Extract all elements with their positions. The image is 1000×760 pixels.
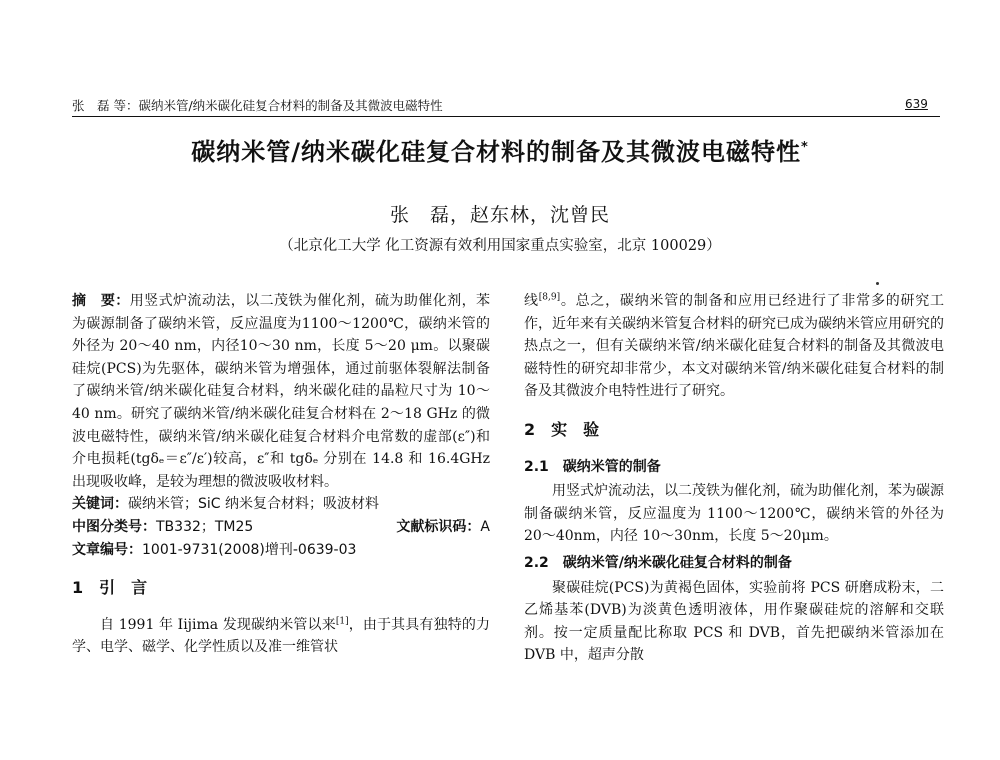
article-number (72, 539, 490, 562)
affiliation: （北京化工大学 化工资源有效利用国家重点实验室，北京 100029） (279, 238, 721, 254)
intro-continuation (524, 290, 944, 403)
subsection-2-1-text: 用竖式炉流动法，以二茂铁为催化剂，硫为助催化剂，苯为碳源制备碳纳米管，反应温度为 1100～1200℃，碳纳米管的外径为 20～40nm，内径 10～30nm，长度 5～20μm。 (524, 483, 944, 545)
section-1-text-a: 自 1991 年 Iijima 发现碳纳米管以来 (100, 616, 336, 633)
clc-code: TB332；TM25 (156, 518, 254, 535)
header-rule (72, 116, 940, 117)
subsection-2-2-text: 聚碳硅烷(PCS)为黄褐色固体，实验前将 PCS 研磨成粉末，二乙烯基苯(DVB)为淡黄色透明液体，用作聚碳硅烷的溶解和交联剂。按一定质量配比称取 PCS 和 DVB，首先把碳纳米管添加在 DVB 中，超声分散 (524, 579, 944, 664)
abstract-label: 摘 要： (72, 293, 130, 309)
doc-code-label: 文献标识码： (396, 518, 481, 535)
title-footnote-mark: * (800, 140, 809, 155)
intro-cont-b: 。总之，碳纳米管的制备和应用已经进行了非常多的研究工作，近年来有关碳纳米管复合材料的研究已成为碳纳米管应用研究的热点之一，但有关碳纳米管/纳米碳化硅复合材料的制备及其微波电磁特性的研究却非常少，本文对碳纳米管/纳米碳化硅复合材料的制备及其微波介电特性进行了研究。 (524, 293, 944, 400)
stray-dot (876, 282, 879, 285)
classification-line (72, 516, 490, 539)
intro-cont-a: 线 (524, 293, 539, 309)
section-1-text-b: ，由于其具有独特的力学、电学、磁学、化学性质以及准一维管状 (72, 616, 490, 656)
abstract (72, 290, 490, 493)
keywords (72, 493, 490, 516)
subsection-2-1-heading: 2.1 碳纳米管的制备 (524, 458, 661, 475)
citation-8-9: [8,9] (538, 292, 561, 303)
paper-title (0, 132, 1000, 167)
subsection-2-2-heading: 2.2 碳纳米管/纳米碳化硅复合材料的制备 (524, 554, 792, 571)
section-1-paragraph (72, 614, 490, 659)
article-number-value: 1001-9731(2008)增刊-0639-03 (142, 541, 357, 558)
running-head: 张 磊 等：碳纳米管/纳米碳化硅复合材料的制备及其微波电磁特性 (72, 98, 443, 113)
left-column (72, 290, 490, 659)
citation-1: [1] (335, 616, 349, 627)
page-number: 639 (905, 97, 928, 111)
keywords-text: 碳纳米管；SiC 纳米复合材料；吸波材料 (128, 496, 380, 513)
title-text: 碳纳米管/纳米碳化硅复合材料的制备及其微波电磁特性 (191, 138, 801, 166)
keywords-label: 关键词： (72, 496, 128, 513)
section-2-heading: 2 实 验 (524, 419, 600, 439)
clc-label: 中图分类号： (72, 518, 156, 535)
right-column (524, 290, 944, 667)
article-number-label: 文章编号： (72, 541, 142, 558)
author-list: 张 磊，赵东林，沈曾民 (389, 204, 610, 226)
section-1-heading: 1 引 言 (72, 578, 148, 598)
abstract-text: 用竖式炉流动法，以二茂铁为催化剂，硫为助催化剂，苯为碳源制备了碳纳米管，反应温度为1100～1200℃，碳纳米管的外径为 20～40 nm，内径10～30 nm，长度 5～20 μm。以聚碳硅烷(PCS)为先驱体，碳纳米管为增强体，通过前驱体裂解法制备了碳纳米管/纳米碳化硅复合材料，纳米碳化硅的晶粒尺寸为 10～40 nm。研究了碳纳米管/纳米碳化硅复合材料在 2～18 GHz 的微波电磁特性，碳纳米管/纳米碳化硅复合材料介电常数的虚部(ε″)和介电损耗(tgδₑ＝ε″/ε′)较高，ε″和 tgδₑ 分别在 14.8 和 16.4GHz 出现吸收峰，是较为理想的微波吸收材料。 (72, 293, 491, 490)
doc-code: A (480, 518, 490, 535)
